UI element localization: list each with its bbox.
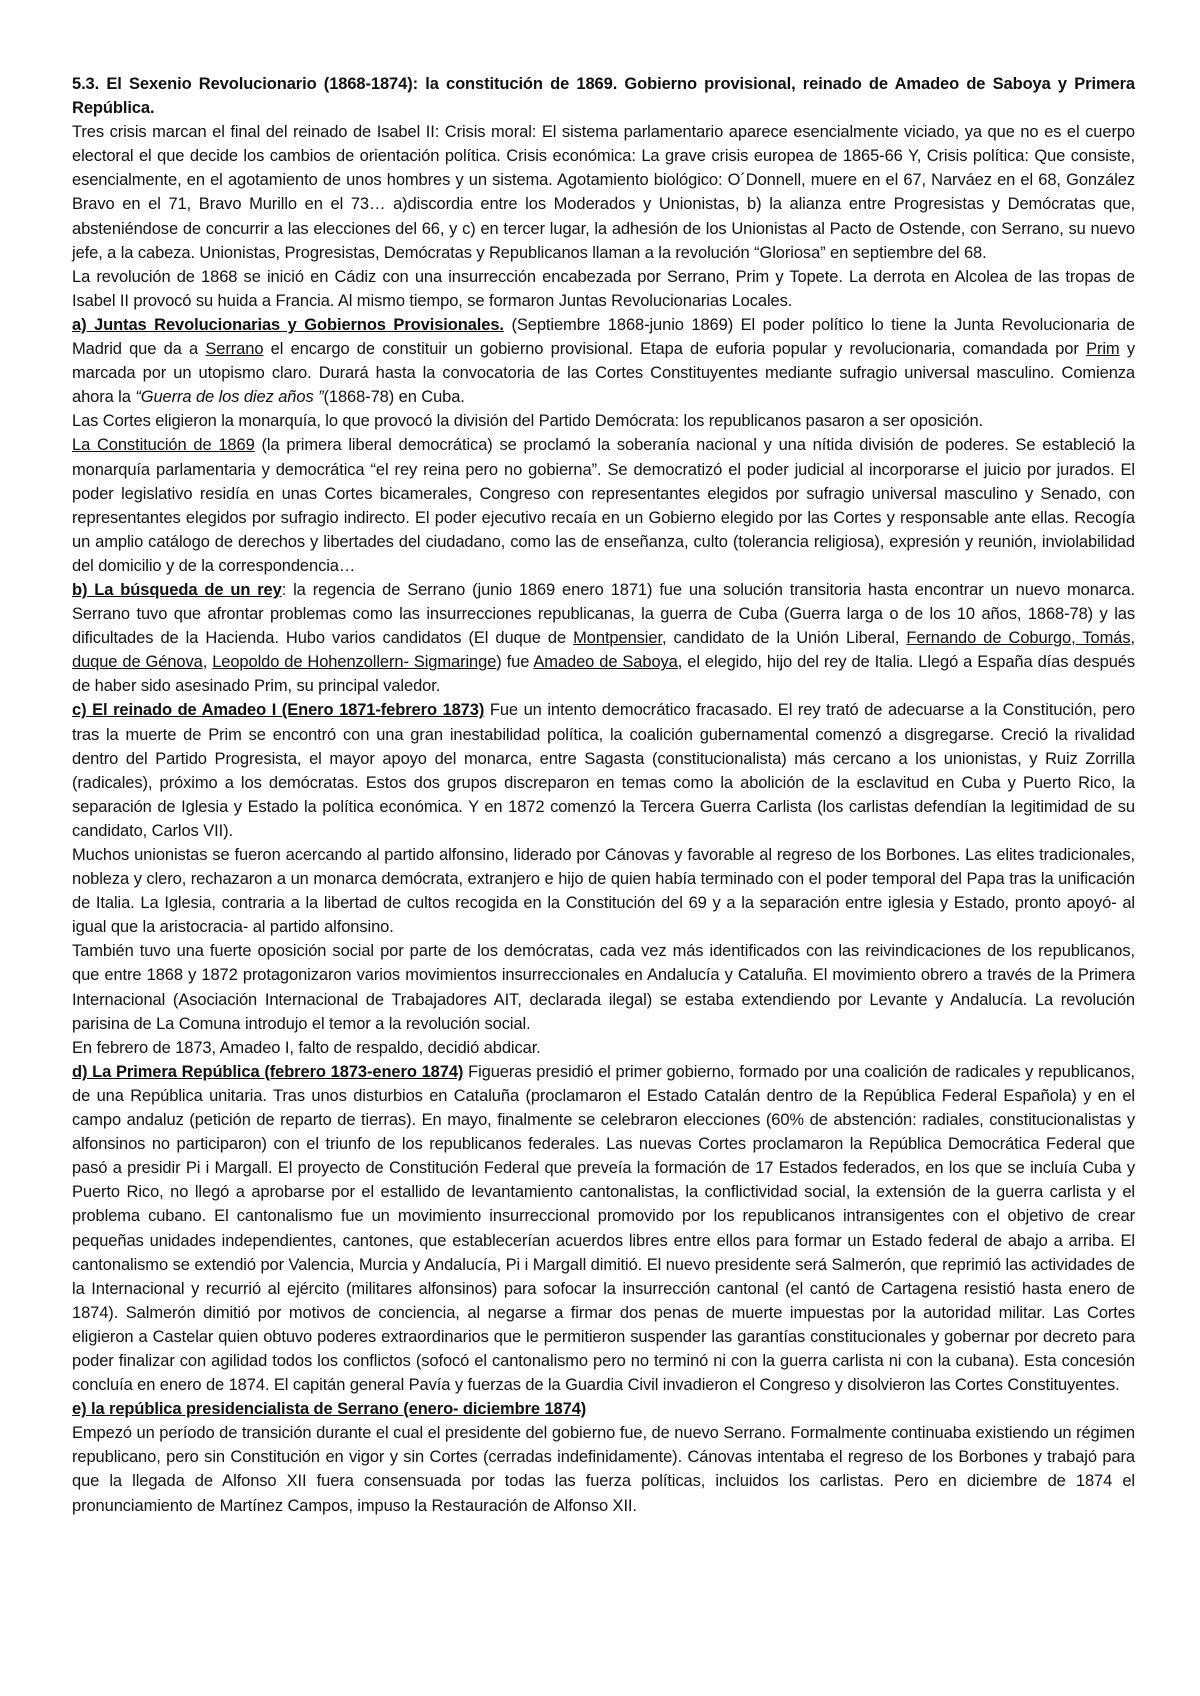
constitution-paragraph <box>72 433 1135 578</box>
section-a-paragraph <box>72 313 1135 409</box>
section-a-text-4: (1868-78) en Cuba. <box>323 388 465 407</box>
section-a-text-3: y marcada por un utopismo claro. Durará hasta la convocatoria de las Cortes Constituyentes mediante sufragio universal masculino. Comienza ahora la <box>72 340 1136 407</box>
paragraph-intro: Tres crisis marcan el final del reinado de Isabel II: Crisis moral: El sistema parlamentario aparece esencialmente viciado, ya que no es el cuerpo electoral el que decide los cambios de orientación política. Crisis económica: La grave crisis europea de 1865-66 Y, Crisis política: Que consiste, esencialmente, en el agotamiento de unos hombres y un sistema. Agotamiento biológico: O´Donnell, muere en el 67, Narváez en el 68, González Bravo en el 71, Bravo Murillo en el 73… a)discordia entre los Moderados y Unionistas, b) la alianza entre Progresistas y Demócratas que, absteniéndose de concurrir a las elecciones del 66, y c) en tercer lugar, la adhesión de los Unionistas al Pacto de Ostende, con Serrano, su nuevo jefe, a la cabeza. Unionistas, Progresistas, Demócratas y Republicanos llaman a la revolución “Gloriosa” en septiembre del 68. <box>72 123 1135 262</box>
section-e-text: Empezó un período de transición durante el cual el presidente del gobierno fue, de nuevo Serrano. Formalmente continuaba existiendo un régimen republicano, pero sin Constitución en vigor y sin Cortes (cerradas indefinidamente). Cánovas intentaba el regreso de los Borbones y trabajó para que la llegada de Alfonso XII fuera consensuada por todas las fuerza políticas, incluidos los carlistas. Pero en diciembre de 1874 el pronunciamiento de Martínez Campos, impuso la Restauración de Alfonso XII. <box>72 1424 1135 1515</box>
section-e-heading: e) la república presidencialista de Serrano (enero- diciembre 1874) <box>72 1400 587 1419</box>
document-title: 5.3. El Sexenio Revolucionario (1868-1874): la constitución de 1869. Gobierno provisional, reinado de Amadeo de Saboya y Primera República. <box>72 75 1135 118</box>
section-a-text-2: el encargo de constituir un gobierno provisional. Etapa de euforia popular y revolucionaria, comandada por <box>263 340 1087 359</box>
section-b-text-5: , el elegido, hijo del rey de Italia. Llegó a España días después de haber sido asesinado Prim, su principal valedor. <box>72 653 1136 696</box>
section-c-paragraph <box>72 698 1135 843</box>
section-b-text-3: , <box>202 653 213 672</box>
section-a-italic: “Guerra de los diez años ” <box>135 388 324 407</box>
section-d-text: Figueras presidió el primer gobierno, formado por una coalición de radicales y republicanos, de una República unitaria. Tras unos disturbios en Cataluña (proclamaron el Estado Catalán dentro de la República Federal Española) y en el campo andaluz (petición de reparto de tierras). En mayo, finalmente se celebraron elecciones (60% de abstención: radiales, constitucionalistas y alfonsinos no participaron) con el triunfo de los republicanos federales. Las nuevas Cortes proclamaron la República Democrática Federal que pasó a presidir Pi i Margall. El proyecto de Constitución Federal que preveía la formación de 17 Estados federados, en los que se incluía Cuba y Puerto Rico, no llegó a aprobarse por el estallido de levantamiento cantonalistas, la conflictividad social, la extensión de la guerra carlista y el problema cubano. El cantonalismo fue un movimiento insurreccional promovido por los republicanos intransigentes con el objetivo de crear pequeñas unidades independientes, cantones, que establecerían acuerdos libres entre ellos para formar un Estado federal de abajo a arriba. El cantonalismo se extendió por Valencia, Murcia y Andalucía, Pi i Margall dimitió. El nuevo presidente será Salmerón, que reprimió las actividades de la Internacional y recurrió al ejército (militares alfonsinos) para sofocar la insurrección cantonal (el cantó de Cartagena resistió hasta enero de 1874). Salmerón dimitió por motivos de conciencia, al negarse a firmar dos penas de muerte impuestas por la autoridad militar. Las Cortes eligieron a Castelar quien obtuvo poderes extraordinarios que le permitieron suspender las garantías constitucionales y gobernar por decreto para poder finalizar con agilidad todos los conflictos (sofocó el cantonalismo pero no terminó ni con la guerra carlista ni con la cubana). Esta concesión concluía en enero de 1874. El capitán general Pavía y fuerzas de la Guardia Civil invadieron el Congreso y disolvieron las Cortes Constituyentes. <box>72 1062 1135 1395</box>
section-b-text-2: , candidato de la Unión Liberal, <box>661 629 907 648</box>
paragraph-revolution-1868: La revolución de 1868 se inició en Cádiz con una insurrección encabezada por Serrano, Prim y Topete. La derrota en Alcolea de las tropas de Isabel II provocó su huida a Francia. Al mismo tiempo, se formaron Juntas Revolucionarias Locales. <box>72 267 1135 310</box>
section-a-serrano: Serrano <box>205 340 264 359</box>
section-a-prim: Prim <box>1086 340 1120 359</box>
section-a-text-1: (Septiembre 1868-junio 1869) El poder político lo tiene la Junta Revolucionaria de Madrid que da a <box>72 315 1135 359</box>
section-d-heading: d) La Primera República (febrero 1873-enero 1874) <box>72 1062 464 1081</box>
section-b-heading: b) La búsqueda de un rey <box>72 580 282 599</box>
constitution-heading: La Constitución de 1869 <box>72 436 255 455</box>
paragraph-oposicion: También tuvo una fuerte oposición social por parte de los demócratas, cada vez más identificados con las reivindicaciones de los republicanos, que entre 1868 y 1872 protagonizaron varios movimientos insurreccionales en Andalucía y Cataluña. El movimiento obrero a través de la Primera Internacional (Asociación Internacional de Trabajadores AIT, declarada ilegal) se estaba extendiendo por Levante y Andalucía. La revolución parisina de La Comuna introdujo el temor a la revolución social. <box>72 942 1135 1033</box>
section-b-amadeo: Amadeo de Saboya <box>533 653 678 672</box>
section-b-paragraph <box>72 578 1135 698</box>
section-b-text-1: : la regencia de Serrano (junio 1869 enero 1871) fue una solución transitoria hasta encontrar un nuevo monarca. Serrano tuvo que afrontar problemas como las insurrecciones republicanas, la guerra de Cuba (Guerra larga o de los 10 años, 1868-78) y las dificultades de la Hacienda. Hubo varios candidatos (El duque de <box>72 580 1135 648</box>
section-d-paragraph <box>72 1060 1135 1397</box>
section-b-text-4: ) fue <box>496 653 534 672</box>
section-b-leopoldo: Leopoldo de Hohenzollern- Sigmaringe <box>212 653 497 672</box>
constitution-text: (la primera liberal democrática) se proclamó la soberanía nacional y una nítida división de poderes. Se estableció la monarquía parlamentaria y democrática “el rey reina pero no gobierna”. Se democratizó el poder judicial al incorporarse el juicio por jurados. El poder legislativo residía en unas Cortes bicamerales, Congreso con representantes elegidos por sufragio universal masculino y Senado, con representantes elegidos por sufragio indirecto. El poder ejecutivo recaía en un Gobierno elegido por las Cortes y responsable ante ellas. Recogía un amplio catálogo de derechos y libertades del ciudadano, como las de enseñanza, culto (tolerancia religiosa), expresión y reunión, inviolabilidad del domicilio y de la correspondencia… <box>72 436 1135 575</box>
paragraph-unionistas: Muchos unionistas se fueron acercando al partido alfonsino, liderado por Cánovas y favorable al regreso de los Borbones. Las elites tradicionales, nobleza y clero, rechazaron a un monarca demócrata, extranjero e hijo de quien había terminado con el poder temporal del Papa tras la unificación de Italia. La Iglesia, contraria a la libertad de cultos recogida en la Constitución del 69 y a la separación entre iglesia y Estado, pronto apoyó- al igual que la aristocracia- al partido alfonsino. <box>72 846 1135 937</box>
paragraph-abdicacion: En febrero de 1873, Amadeo I, falto de respaldo, decidió abdicar. <box>72 1038 541 1057</box>
section-a-heading: a) Juntas Revolucionarias y Gobiernos Provisionales. <box>72 315 504 334</box>
section-c-text: Fue un intento democrático fracasado. El rey trató de adecuarse a la Constitución, pero tras la muerte de Prim se encontró con una gran inestabilidad política, la coalición gubernamental comenzó a disgregarse. Creció la rivalidad dentro del Partido Progresista, el mayor apoyo del monarca, entre Sagasta (constitucionalista) más cercano a los unionistas, y Ruiz Zorrilla (radicales), próximo a los demócratas. Estos dos grupos discreparon en temas como la abolición de la esclavitud en Cuba y Puerto Rico, la separación de Iglesia y Estado la política económica. Y en 1872 comenzó la Tercera Guerra Carlista (los carlistas defendían la legitimidad de su candidato, Carlos VII). <box>72 701 1135 840</box>
section-b-montpensier: Montpensier <box>573 629 662 648</box>
section-b-candidates: Fernando de Coburgo, Tomás, duque de Génova <box>72 629 1135 672</box>
paragraph-cortes: Las Cortes eligieron la monarquía, lo que provocó la división del Partido Demócrata: los republicanos pasaron a ser oposición. <box>72 412 983 431</box>
section-c-heading: c) El reinado de Amadeo I (Enero 1871-febrero 1873) <box>72 701 485 720</box>
